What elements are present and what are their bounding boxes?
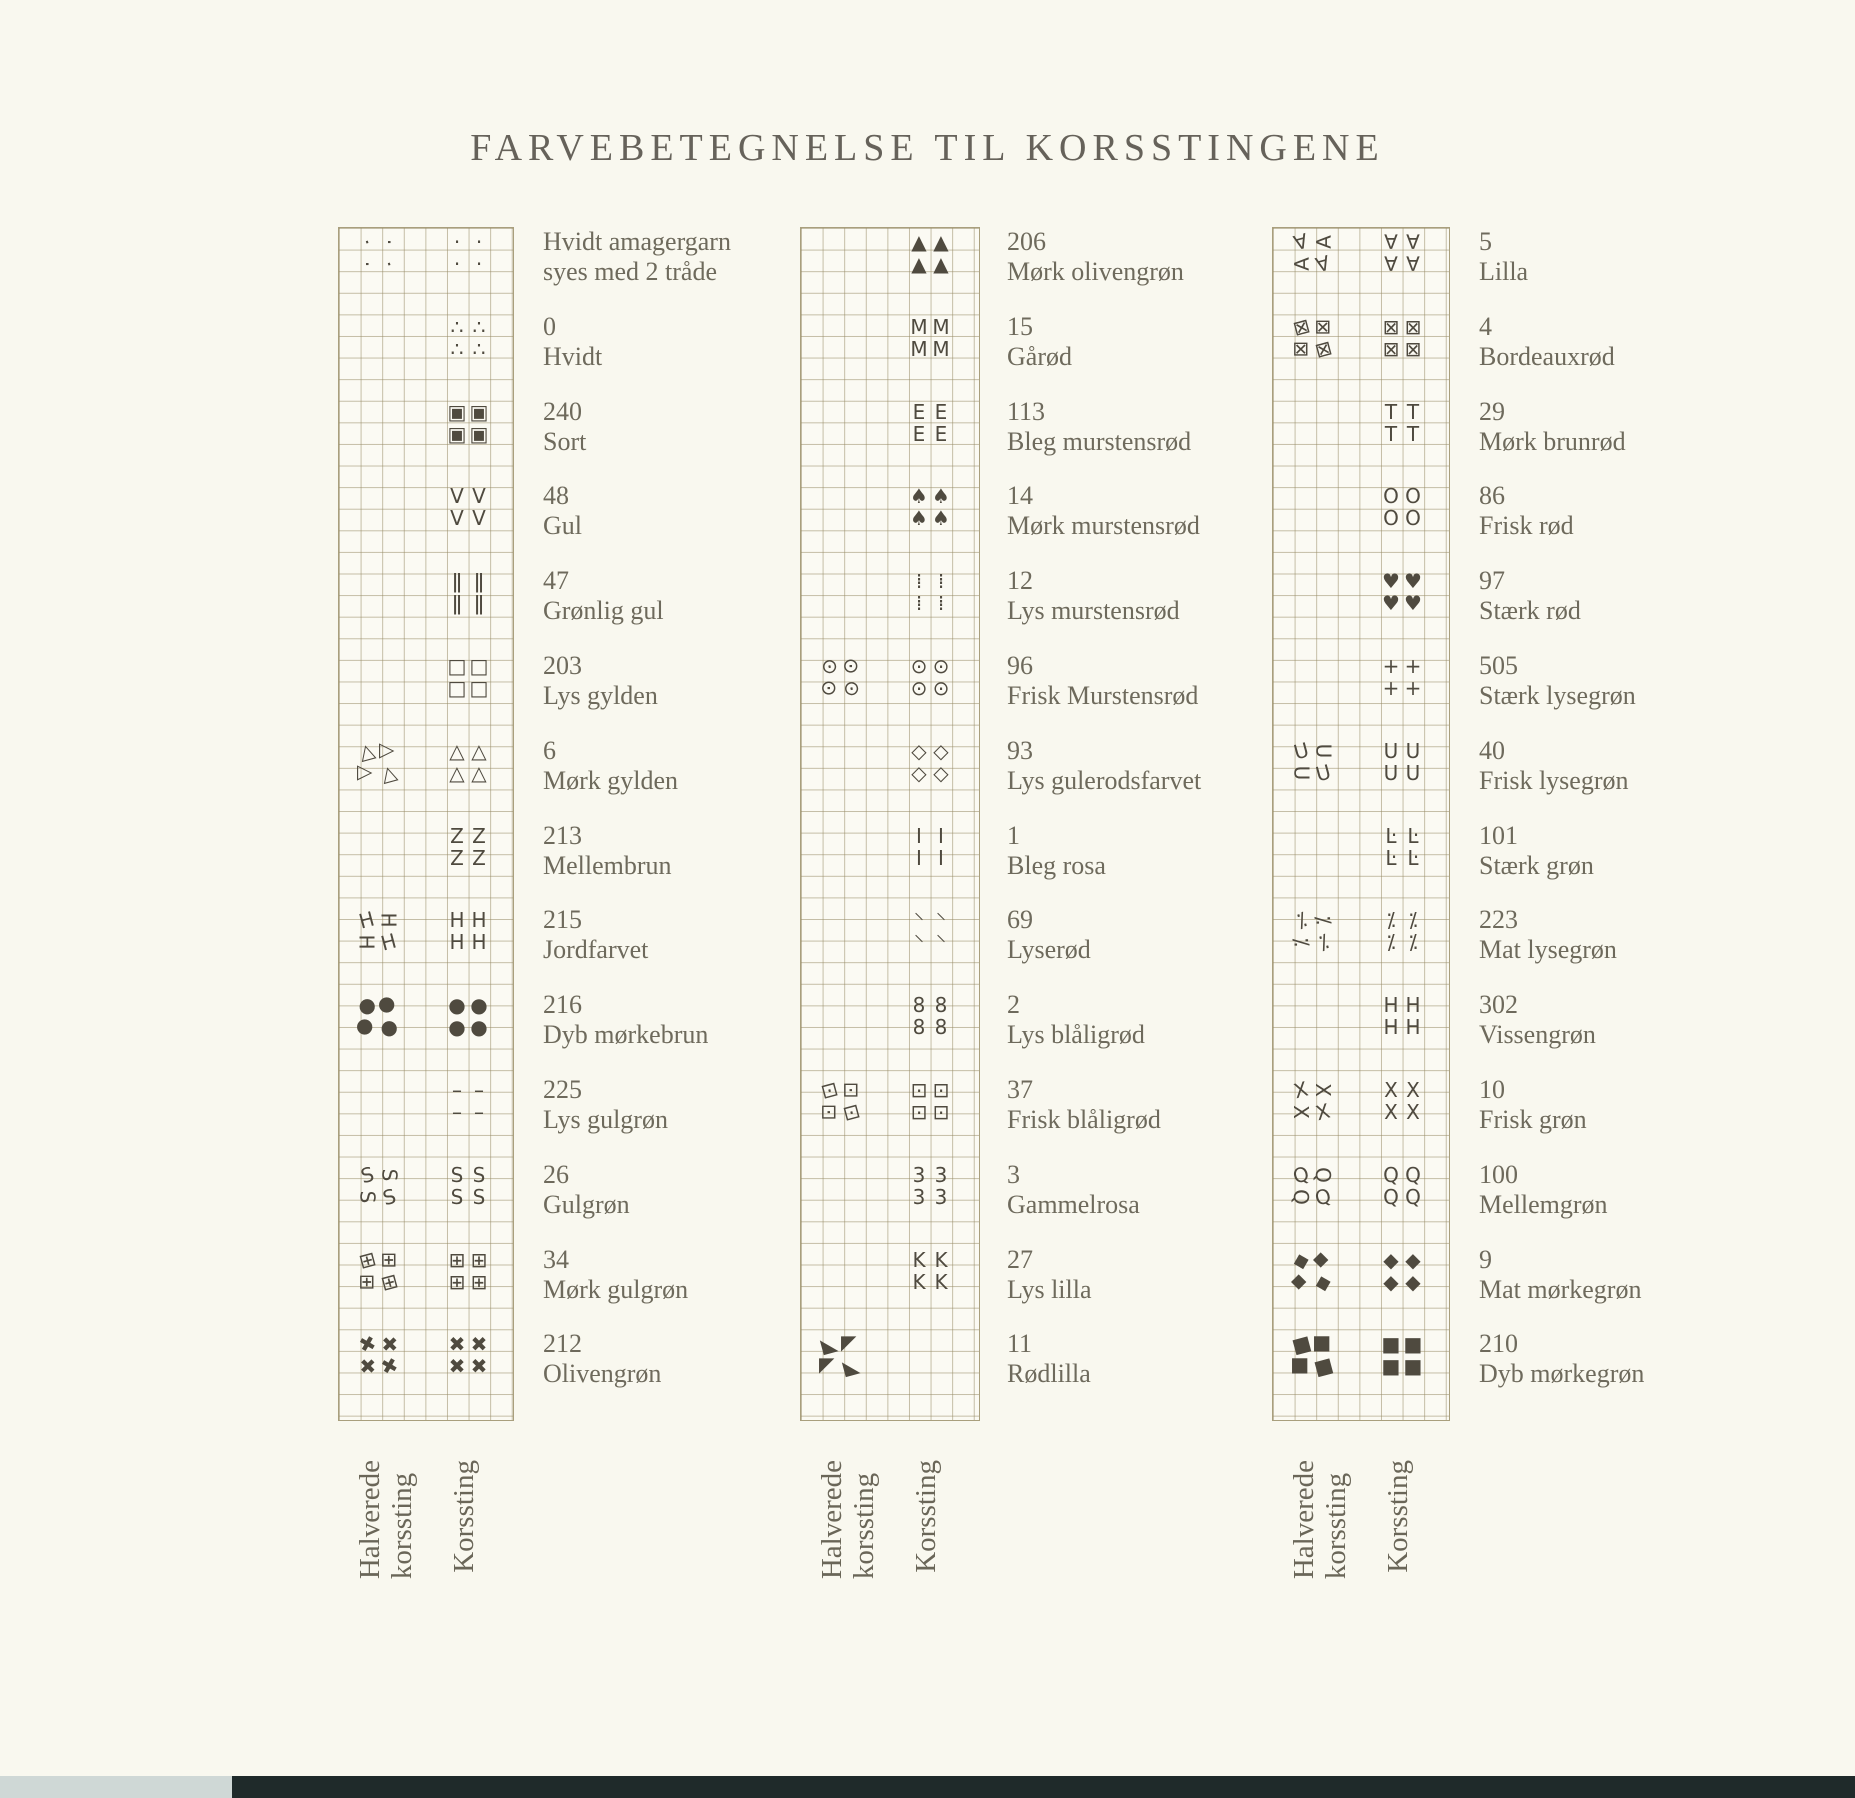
half-stitch-symbol: ⊡ ⊡ ⊡ ⊡ xyxy=(816,1076,863,1126)
color-entry xyxy=(1007,821,1106,881)
color-entry xyxy=(1479,736,1629,796)
color-entry xyxy=(1007,736,1201,796)
color-name: Mellemgrøn xyxy=(1479,1189,1608,1219)
full-stitch-symbol: ⸌ ⸌ ⸌ ⸌ xyxy=(914,908,946,955)
color-entry xyxy=(543,397,586,457)
color-number: 40 xyxy=(1479,735,1505,765)
full-stitch-symbol: O O O O xyxy=(1383,484,1421,531)
half-stitch-symbol: ⁒ ⁒ ⁒ ⁒ xyxy=(1289,907,1335,956)
color-name: Hvidt xyxy=(543,341,603,371)
color-entry xyxy=(543,1245,688,1305)
color-entry xyxy=(543,227,731,287)
half-stitch-symbol: Q Q Q Q xyxy=(1289,1161,1335,1211)
full-stitch-symbol: ● ● ● ● xyxy=(448,993,488,1040)
color-entry xyxy=(1007,1245,1092,1305)
color-number: 26 xyxy=(543,1159,569,1189)
full-stitch-symbol: I I I I xyxy=(916,823,944,870)
color-entry xyxy=(1007,397,1191,457)
color-name: Bleg murstensrød xyxy=(1007,426,1192,456)
color-number: 1 xyxy=(1007,820,1020,850)
color-name: Stærk grøn xyxy=(1479,850,1594,880)
color-number: 10 xyxy=(1479,1075,1505,1104)
full-stitch-symbol: ♠ ♠ ♠ ♠ xyxy=(910,484,950,531)
color-name: Olivengrøn xyxy=(543,1359,662,1389)
scan-edge-strip xyxy=(0,1776,232,1798)
full-stitch-symbol: H H H H xyxy=(449,908,487,955)
color-number: 113 xyxy=(1007,396,1046,426)
color-entry xyxy=(1007,1329,1091,1389)
color-number: 14 xyxy=(1007,481,1033,511)
color-number: 302 xyxy=(1479,990,1518,1020)
color-entry xyxy=(1007,1075,1161,1135)
color-entry xyxy=(1479,1329,1644,1389)
half-stitch-symbol: △ △ △ △ xyxy=(354,737,401,787)
half-stitch-symbol: ■ ■ ■ ■ xyxy=(1288,1330,1336,1381)
color-number: 225 xyxy=(543,1075,582,1104)
color-entry xyxy=(543,651,658,711)
color-number: 101 xyxy=(1479,820,1518,850)
color-number: 505 xyxy=(1479,651,1518,680)
full-stitch-symbol: S S S S xyxy=(450,1162,486,1209)
color-entry xyxy=(1479,905,1617,965)
color-name: Mørk gulgrøn xyxy=(543,1274,689,1304)
color-name: Bordeauxrød xyxy=(1479,341,1615,371)
color-name: Lys murstensrød xyxy=(1007,596,1180,626)
full-stitch-symbol: ⊙ ⊙ ⊙ ⊙ xyxy=(910,654,950,700)
color-name: Lys blåligrød xyxy=(1007,1020,1145,1050)
half-stitch-symbol: H H H H xyxy=(354,906,401,956)
color-entry xyxy=(543,736,678,796)
full-stitch-symbol: ◆ ◆ ◆ ◆ xyxy=(1383,1247,1421,1294)
color-entry xyxy=(1479,990,1596,1050)
full-stitch-symbol: U U U U xyxy=(1383,738,1421,785)
full-stitch-symbol: ⁞ ⁞ ⁞ ⁞ xyxy=(915,569,945,616)
color-name: Gulgrøn xyxy=(543,1189,630,1219)
color-entry xyxy=(543,1075,668,1135)
color-name: Frisk lysegrøn xyxy=(1479,765,1629,795)
color-number: Hvidt amagergarn xyxy=(543,227,731,256)
half-stitch-symbol: U U U U xyxy=(1288,737,1335,787)
full-stitch-symbol: 3 3 3 3 xyxy=(912,1162,948,1209)
color-number: 15 xyxy=(1007,311,1033,341)
color-entry xyxy=(1479,227,1528,287)
color-entry xyxy=(1007,312,1072,372)
half-stitch-symbol: ⊠ ⊠ ⊠ ⊠ xyxy=(1288,313,1335,363)
scan-edge-bar xyxy=(232,1776,1855,1798)
color-entry xyxy=(543,1160,630,1220)
color-name: Mørk brunrød xyxy=(1479,426,1626,456)
color-number: 48 xyxy=(543,481,569,511)
color-number: 0 xyxy=(543,311,556,341)
color-number: 203 xyxy=(543,651,582,680)
full-stitch-symbol: ∴ ∴ ∴ ∴ xyxy=(450,314,486,361)
color-name: Dyb mørkebrun xyxy=(543,1020,709,1050)
color-number: 86 xyxy=(1479,481,1505,511)
half-stitch-symbol: · · · · xyxy=(354,229,401,277)
color-name: Stærk lysegrøn xyxy=(1479,681,1636,710)
color-name: Lyserød xyxy=(1007,935,1091,965)
color-number: 97 xyxy=(1479,566,1505,596)
half-stitch-symbol: ◆ ◆ ◆ ◆ xyxy=(1288,1246,1335,1296)
half-stitch-symbol: S S S S xyxy=(354,1161,401,1211)
color-entry xyxy=(1007,905,1091,965)
color-name: Vissengrøn xyxy=(1479,1020,1596,1050)
color-name: Gårød xyxy=(1007,341,1072,371)
color-entry xyxy=(1479,1160,1608,1220)
color-name: Lys lilla xyxy=(1007,1274,1092,1304)
full-stitch-symbol: · · · · xyxy=(453,230,483,276)
color-entry xyxy=(543,481,582,541)
color-entry xyxy=(543,905,648,965)
color-number: 11 xyxy=(1007,1329,1033,1359)
full-stitch-symbol: 8 8 8 8 xyxy=(912,993,948,1040)
half-stitch-symbol: ⊙ ⊙ ⊙ ⊙ xyxy=(816,652,863,702)
full-stitch-symbol: ♥ ♥ ♥ ♥ xyxy=(1382,569,1422,616)
color-entry xyxy=(1007,227,1184,287)
color-entry xyxy=(1479,1245,1641,1305)
full-stitch-symbol: V V V V xyxy=(450,484,486,531)
color-name: Mat mørkegrøn xyxy=(1479,1274,1642,1304)
color-name: Frisk Murstensrød xyxy=(1007,681,1199,710)
full-stitch-symbol: ✖ ✖ ✖ ✖ xyxy=(448,1332,488,1379)
half-stitch-symbol: ∀ ∀ ∀ ∀ xyxy=(1289,228,1335,278)
half-stitch-symbol: ⊞ ⊞ ⊞ ⊞ xyxy=(354,1245,401,1296)
full-stitch-symbol: ■ ■ ■ ■ xyxy=(1381,1332,1423,1379)
color-entry xyxy=(1007,1160,1140,1220)
color-name: Dyb mørkegrøn xyxy=(1479,1359,1645,1389)
half-stitch-symbol: X X X X xyxy=(1288,1076,1335,1126)
color-name: Rødlilla xyxy=(1007,1359,1091,1389)
full-stitch-symbol: ▣ ▣ ▣ ▣ xyxy=(447,399,489,446)
color-number: 206 xyxy=(1007,227,1046,256)
color-entry xyxy=(1479,312,1615,372)
color-name: syes med 2 tråde xyxy=(543,257,718,286)
color-number: 240 xyxy=(543,396,582,426)
color-entry xyxy=(1007,651,1198,711)
color-entry xyxy=(543,312,602,372)
color-name: Gul xyxy=(543,511,582,541)
full-stitch-symbol: ∀ ∀ ∀ ∀ xyxy=(1384,230,1420,276)
full-stitch-symbol: □ □ □ □ xyxy=(447,654,489,700)
color-number: 27 xyxy=(1007,1244,1033,1274)
color-name: Jordfarvet xyxy=(543,935,649,965)
color-entry xyxy=(1479,566,1581,626)
color-number: 47 xyxy=(543,566,569,596)
color-number: 34 xyxy=(543,1244,569,1274)
color-entry xyxy=(543,990,708,1050)
full-stitch-symbol: ◇ ◇ ◇ ◇ xyxy=(911,738,949,785)
color-number: 215 xyxy=(543,905,582,935)
color-entry xyxy=(543,821,672,881)
half-stitch-symbol: ● ● ● ● xyxy=(354,991,401,1042)
full-stitch-symbol: ⊡ ⊡ ⊡ ⊡ xyxy=(910,1078,950,1124)
color-name: Sort xyxy=(543,426,587,456)
full-stitch-label: Korssting xyxy=(1382,1460,1414,1573)
color-number: 69 xyxy=(1007,905,1033,935)
color-entry xyxy=(1007,566,1180,626)
color-name: Lys gulgrøn xyxy=(543,1105,668,1134)
color-name: Mørk murstensrød xyxy=(1007,511,1200,541)
color-name: Lilla xyxy=(1479,257,1529,286)
color-number: 12 xyxy=(1007,566,1033,596)
color-name: Mat lysegrøn xyxy=(1479,935,1617,965)
color-name: Lys gulerodsfarvet xyxy=(1007,765,1202,795)
color-name: Lys gylden xyxy=(543,681,658,710)
color-number: 96 xyxy=(1007,651,1033,680)
full-stitch-symbol: + + + + xyxy=(1382,654,1422,700)
full-stitch-symbol: E E E E xyxy=(912,399,948,446)
page-title: FARVEBETEGNELSE TIL KORSSTINGENE xyxy=(470,127,1385,169)
color-entry xyxy=(1479,821,1594,881)
half-stitch-symbol: ✖ ✖ ✖ ✖ xyxy=(354,1330,401,1381)
color-number: 210 xyxy=(1479,1329,1518,1359)
color-number: 223 xyxy=(1479,905,1518,935)
full-stitch-symbol: T T T T xyxy=(1384,399,1420,446)
stitch-grid xyxy=(800,227,980,1421)
color-name: Mørk olivengrøn xyxy=(1007,257,1184,286)
color-entry xyxy=(1007,481,1200,541)
color-number: 29 xyxy=(1479,396,1505,426)
half-stitch-label: Halverede korssting xyxy=(354,1460,418,1580)
color-number: 212 xyxy=(543,1329,582,1359)
color-name: Frisk blåligrød xyxy=(1007,1105,1161,1134)
full-stitch-label: Korssting xyxy=(910,1460,942,1573)
color-number: 9 xyxy=(1479,1244,1492,1274)
full-stitch-symbol: Ŀ Ŀ Ŀ Ŀ xyxy=(1385,823,1419,870)
color-number: 4 xyxy=(1479,311,1492,341)
color-name: Frisk grøn xyxy=(1479,1105,1587,1134)
full-stitch-symbol: Q Q Q Q xyxy=(1383,1162,1421,1209)
color-number: 213 xyxy=(543,820,582,850)
full-stitch-symbol: ⊠ ⊠ ⊠ ⊠ xyxy=(1382,314,1422,361)
color-number: 6 xyxy=(543,735,556,765)
full-stitch-symbol: K K K K xyxy=(912,1247,948,1294)
color-number: 2 xyxy=(1007,990,1020,1020)
full-stitch-symbol: ⊞ ⊞ ⊞ ⊞ xyxy=(448,1247,488,1294)
full-stitch-symbol: Z Z Z Z xyxy=(450,823,486,870)
half-stitch-label: Halverede korssting xyxy=(816,1460,880,1580)
color-name: Bleg rosa xyxy=(1007,850,1106,880)
color-entry xyxy=(543,566,664,626)
half-stitch-symbol: ◣ ◣ ◣ ◣ xyxy=(816,1330,863,1380)
color-entry xyxy=(1007,990,1145,1050)
color-number: 37 xyxy=(1007,1075,1033,1104)
full-stitch-symbol: ▲ ▲ ▲ ▲ xyxy=(911,230,949,276)
color-number: 5 xyxy=(1479,227,1492,256)
color-entry xyxy=(1479,481,1574,541)
full-stitch-symbol: ǁ ǁ ǁ ǁ xyxy=(452,569,484,616)
full-stitch-symbol: M M M M xyxy=(910,314,950,361)
full-stitch-symbol: X X X X xyxy=(1384,1078,1420,1124)
color-name: Stærk rød xyxy=(1479,596,1581,626)
color-name: Mørk gylden xyxy=(543,765,679,795)
full-stitch-symbol: – – – – xyxy=(452,1078,484,1124)
color-name: Mellembrun xyxy=(543,850,672,880)
color-name: Frisk rød xyxy=(1479,511,1574,541)
color-name: Grønlig gul xyxy=(543,596,664,626)
full-stitch-symbol: H H H H xyxy=(1383,993,1421,1040)
full-stitch-symbol: ⁒ ⁒ ⁒ ⁒ xyxy=(1386,908,1418,955)
full-stitch-symbol: △ △ △ △ xyxy=(449,738,487,785)
color-number: 93 xyxy=(1007,735,1033,765)
color-entry xyxy=(1479,651,1636,711)
color-entry xyxy=(1479,1075,1587,1135)
color-number: 3 xyxy=(1007,1159,1020,1189)
color-number: 100 xyxy=(1479,1159,1518,1189)
full-stitch-label: Korssting xyxy=(448,1460,480,1573)
color-name: Gammelrosa xyxy=(1007,1189,1140,1219)
color-number: 216 xyxy=(543,990,582,1020)
half-stitch-label: Halverede korssting xyxy=(1288,1460,1352,1580)
color-entry xyxy=(1479,397,1626,457)
color-entry xyxy=(543,1329,661,1389)
